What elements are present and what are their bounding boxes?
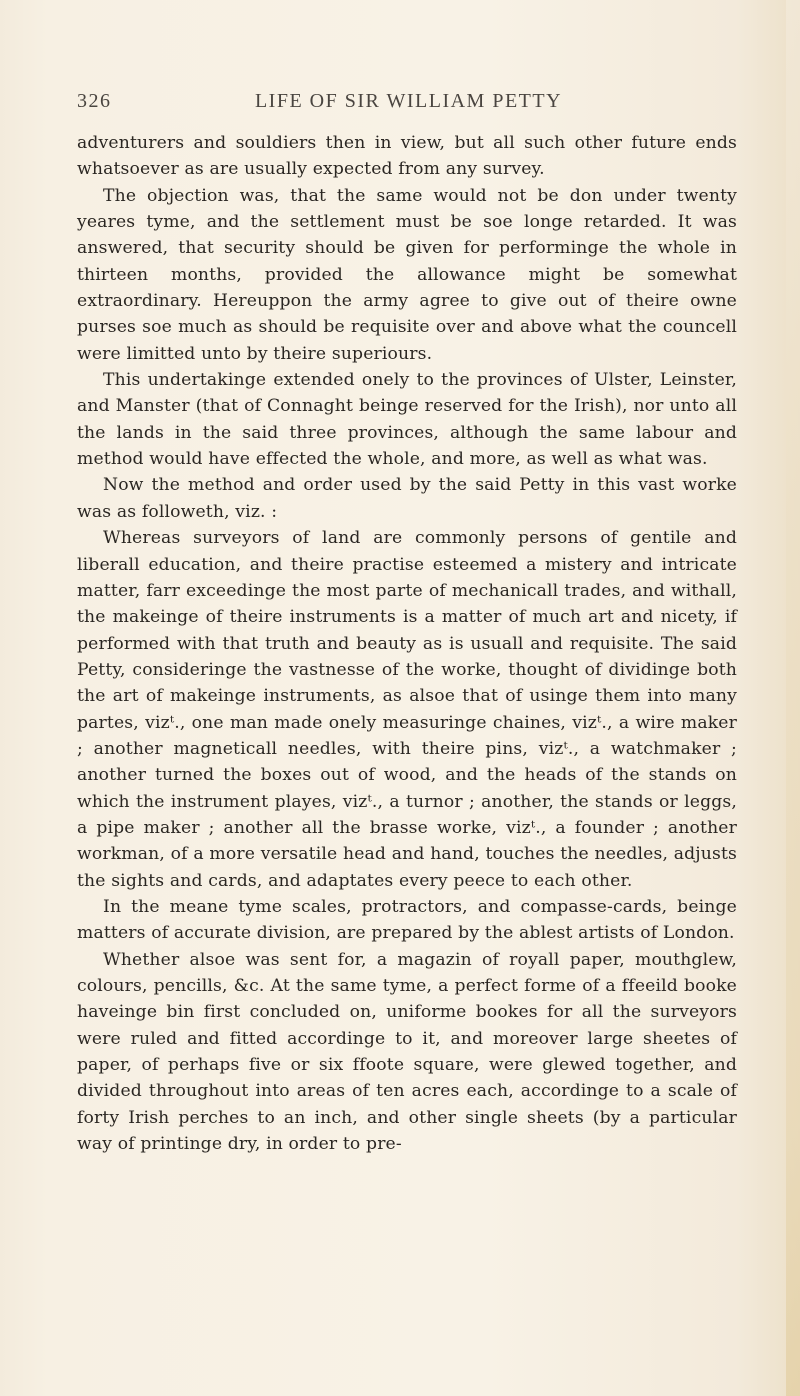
paragraph: Whether alsoe was sent for, a magazin of royall paper, mouthglew, colours, pencills, &c. At the same tyme, a perfect forme of a ffeeild booke haveinge bin first concluded on, uniforme bookes for all the surveyors were ruled and fitted accordinge to it, and moreover large sheetes of paper, of perhaps five or six ffoote square, were glewed together, and divided throughout into areas of ten acres each, accordinge to a scale of forty Irish perches to an inch, and other single sheets (by a particular way of printinge dry, in order to pre- bbox=[77, 949, 737, 1155]
paragraph: Whereas surveyors of land are commonly persons of gentile and liberall education, and theire practise esteemed a mistery and intricate matter, farr exceedinge the most parte of mechanicall trades, and withall, the makeinge of theire instruments is a matter of much art and nicety, if performed with that truth and beauty as is usuall and requisite. The said Petty, consideringe the vastnesse of the worke, thought of dividinge both the art of makeinge instruments, as alsoe that of usinge them into many partes, vizᵗ., one man made onely measuringe chaines, vizᵗ., a wire maker ; another magneticall needles, with theire pins, vizᵗ., a watchmaker ; another turned the boxes out of wood, and the heads of the stands on which the instrument playes, vizᵗ., a turnor ; another, the stands or leggs, a pipe maker ; another all the brasse worke, vizᵗ., a founder ; another workman, of a more versatile head and hand, touches the needles, adjusts the sights and cards, and adaptates every peece to each other. bbox=[77, 528, 737, 891]
body-text bbox=[77, 130, 737, 1157]
running-head: LIFE OF SIR WILLIAM PETTY bbox=[254, 90, 563, 112]
paragraph: The objection was, that the same would not be don under twenty yeares tyme, and the settlement must be soe longe retarded. It was answered, that security should be given for performinge the whole in thirteen months, provided the allowance might be somewhat extraordinary. Hereuppon the army agree to give out of theire owne purses soe much as should be requisite over and above what the councell were limitted unto by theire superiours. bbox=[77, 185, 737, 364]
page-edge bbox=[786, 0, 800, 1396]
page-header bbox=[77, 90, 740, 120]
paragraph: This undertakinge extended onely to the provinces of Ulster, Leinster, and Manster (that of Connaght beinge reserved for the Irish), nor unto all the lands in the said three provinces, although the same labour and method would have effected the whole, and more, as well as what was. bbox=[77, 370, 737, 470]
page-number: 326 bbox=[77, 90, 112, 112]
paragraph: Now the method and order used by the said Petty in this vast worke was as followeth, viz. : bbox=[77, 475, 737, 522]
paragraph: adventurers and souldiers then in view, but all such other future ends whatsoever as are usually expected from any survey. bbox=[77, 133, 737, 180]
paragraph: In the meane tyme scales, protractors, and compasse-cards, beinge matters of accurate division, are prepared by the ablest artists of London. bbox=[77, 896, 737, 944]
